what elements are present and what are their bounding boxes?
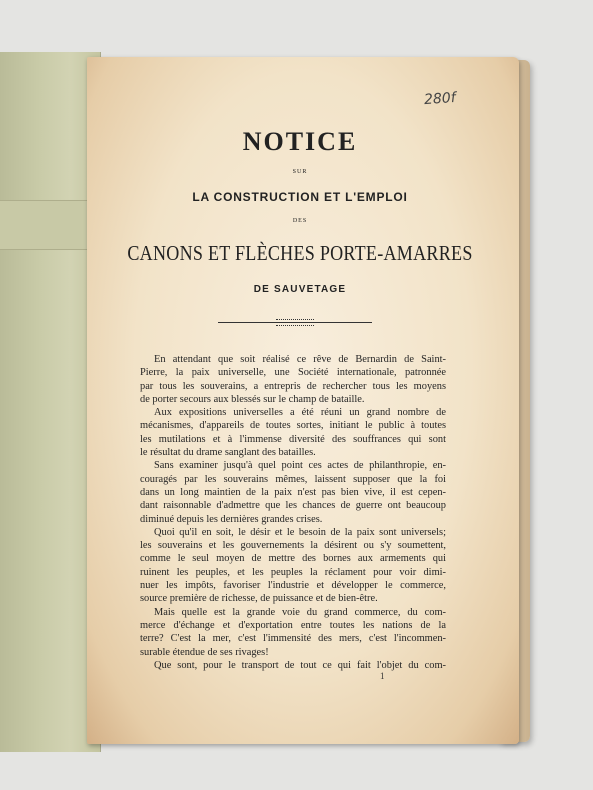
- text-line: Mais quelle est la grande voie du grand commerce, du com-: [154, 606, 446, 618]
- title-sauvetage: DE SAUVETAGE: [253, 284, 347, 295]
- text-line: dans un long maintien de la paix n'est pas bien vive, il est cepen-: [140, 486, 446, 498]
- text-line: Que sont, pour le transport de tout ce qui fait l'objet du com-: [154, 659, 446, 671]
- text-line: merce d'échange et d'exportation entre toutes les nations de la: [140, 619, 446, 631]
- text-line: dant raisonnable d'admettre que les chances de guerre ont beaucoup: [140, 500, 446, 512]
- title-canons: CANONS ET FLÈCHES PORTE-AMARRES: [127, 241, 473, 265]
- text-line: comme le seul moyen de mettre des bornes aux armements qui: [140, 553, 446, 565]
- title-sur: SUR: [292, 169, 308, 175]
- title-des: DES: [292, 218, 308, 224]
- text-line: nuer les impôts, favoriser l'industrie et développer le commerce,: [140, 580, 446, 592]
- text-line: les souverains et les gouvernements la désirent ou s'y soumettent,: [140, 540, 446, 552]
- text-line: Quoi qu'il en soit, le désir et le besoin de la paix sont universels;: [154, 526, 446, 538]
- text-line: par tous les souverains, a entrepris de rechercher tous les moyens: [140, 380, 446, 392]
- text-line: Aux expositions universelles a été réuni un grand nombre de: [154, 407, 446, 419]
- text-line: Pierre, la paix universelle, une Société internationale, patronnée: [140, 367, 446, 379]
- text-line: de porter secours aux blessés sur le champ de bataille.: [140, 393, 365, 405]
- page-number: 1: [380, 671, 385, 681]
- paper-wrapper-spine: [0, 52, 101, 752]
- text-line: mécanismes, d'appareils de toutes sortes, initiant le public à toutes: [140, 420, 446, 432]
- title-construction: LA CONSTRUCTION ET L'EMPLOI: [192, 190, 408, 204]
- divider-ornament: [276, 319, 314, 326]
- wrapper-fold-band: [0, 200, 100, 250]
- title-notice: NOTICE: [242, 127, 358, 156]
- text-line: les mutilations et à l'immense diversité des souffrances qui sont: [140, 433, 446, 445]
- text-line: terre? C'est la mer, c'est l'immensité des mers, c'est l'incommen-: [140, 633, 446, 645]
- text-line: couragés par les souverains mêmes, laissent supposer que la foi: [140, 473, 446, 485]
- text-line: En attendant que soit réalisé ce rêve de Bernardin de Saint-: [154, 354, 446, 365]
- text-line: surable étendue de ses rivages!: [140, 646, 269, 658]
- text-line: Sans examiner jusqu'à quel point ces actes de philanthropie, en-: [154, 460, 446, 472]
- text-line: le résultat du drame sanglant des batailles.: [140, 447, 316, 459]
- body-text: [140, 353, 446, 672]
- text-line: diminué depuis les dernières grandes crises.: [140, 513, 323, 525]
- text-line: source première de richesse, de puissance et de bien-être.: [140, 593, 378, 605]
- handwritten-number: 280f: [423, 89, 457, 109]
- text-line: ruinent les peuples, et les peuples la réclament pour voir dimi-: [140, 566, 446, 578]
